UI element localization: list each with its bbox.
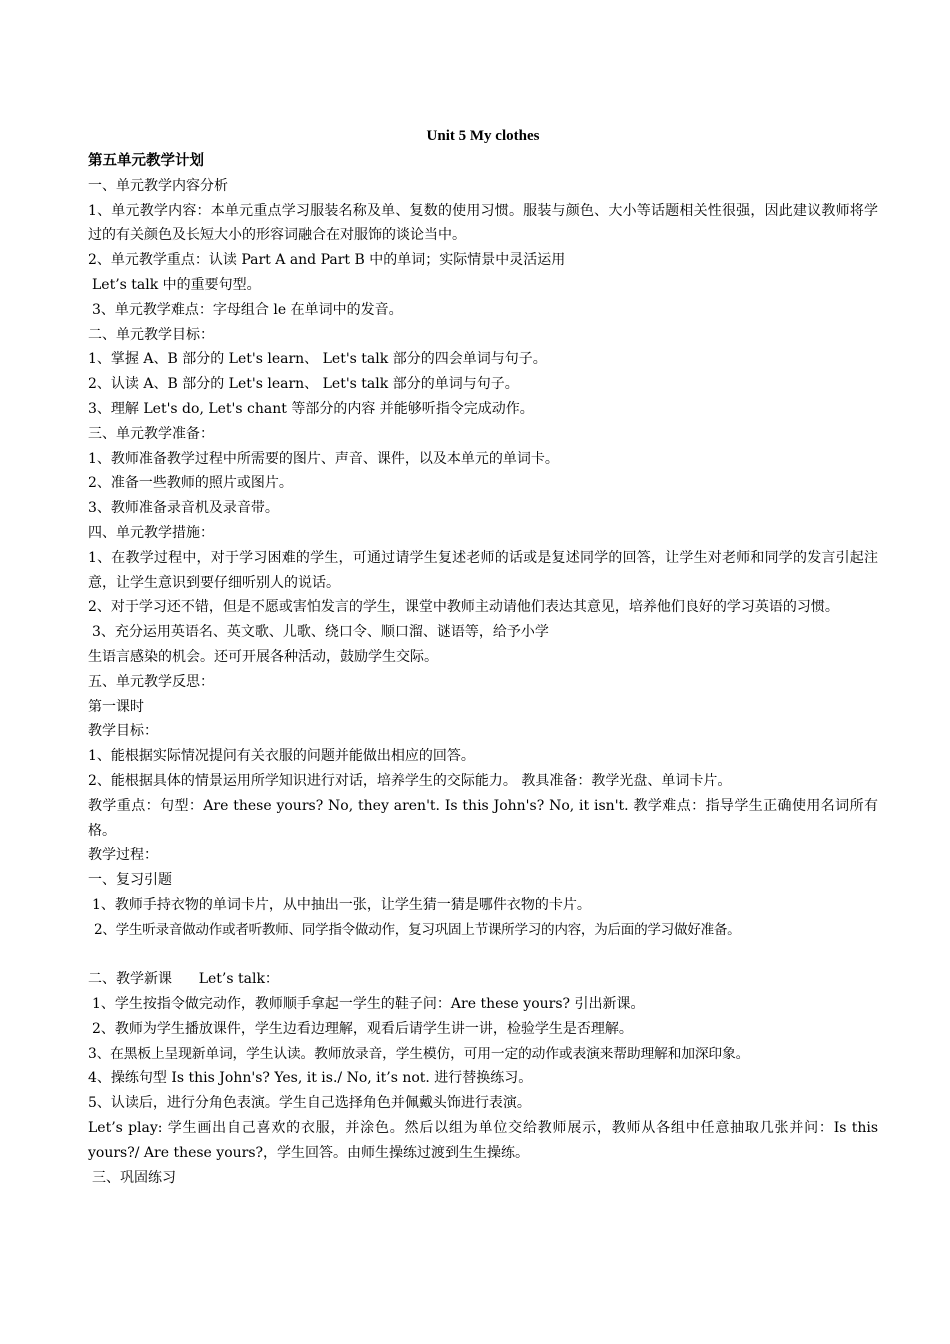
unit-plan-heading: 第五单元教学计划 [88, 152, 204, 169]
section-heading: 一、单元教学内容分析 [88, 177, 228, 194]
document-title: Unit 5 My clothes [426, 128, 540, 144]
section-heading: 三、单元教学准备： [88, 425, 214, 442]
paragraph: Let’s talk 中的重要句型。 [92, 276, 261, 293]
paragraph: 3、充分运用英语名、英文歌、儿歌、绕口令、顺口溜、谜语等，给予小学 [92, 624, 549, 641]
paragraph: 2、认读 A、B 部分的 Let's learn、 Let's talk 部分的单词与句子。 [88, 376, 519, 393]
paragraph: Let’s play: 学生画出自己喜欢的衣服，并涂色。然后以组为单位交给教师展示，教师从各组中任意抽取几张并问：Is this yours?/ Are these yours?，学生回答。由师生操练过渡到生生操练。 [88, 1120, 878, 1161]
paragraph: 2、学生听录音做动作或者听教师、同学指令做动作，复习巩固上节课所学习的内容，为后面的学习做好准备。 [94, 921, 741, 938]
section-heading: 三、巩固练习 [92, 1169, 176, 1186]
paragraph: 教学重点：句型：Are these yours? No, they aren't. Is this John's? No, it isn't. 教学难点：指导学生正确使用名词所有格。 [88, 797, 878, 839]
paragraph: 2、教师为学生播放课件，学生边看边理解，观看后请学生讲一讲，检验学生是否理解。 [92, 1020, 633, 1037]
paragraph: 1、学生按指令做完动作，教师顺手拿起一学生的鞋子问：Are these yours? 引出新课。 [92, 996, 645, 1013]
lesson-heading: 第一课时 [88, 698, 144, 715]
paragraph: 3、在黑板上呈现新单词，学生认读。教师放录音，学生模仿，可用一定的动作或表演来帮助理解和加深印象。 [88, 1045, 750, 1062]
section-heading: 五、单元教学反思： [88, 673, 214, 690]
paragraph: 1、教师手持衣物的单词卡片，从中抽出一张，让学生猜一猜是哪件衣物的卡片。 [92, 896, 591, 913]
section-heading: 一、复习引题 [88, 872, 172, 889]
paragraph: 1、掌握 A、B 部分的 Let's learn、 Let's talk 部分的四会单词与句子。 [88, 351, 547, 368]
section-heading: 教学过程： [88, 847, 158, 864]
section-heading: 教学目标： [88, 723, 158, 740]
paragraph: 2、能根据具体的情景运用所学知识进行对话，培养学生的交际能力。 教具准备：教学光盘、单词卡片。 [88, 772, 732, 789]
paragraph: 3、理解 Let's do, Let's chant 等部分的内容 并能够听指令完成动作。 [88, 400, 534, 417]
paragraph: 1、在教学过程中，对于学习困难的学生，可通过请学生复述老师的话或是复述同学的回答，让学生对老师和同学的发言引起注意，让学生意识到要仔细听别人的说话。 [88, 549, 878, 591]
paragraph: 2、准备一些教师的照片或图片。 [88, 475, 293, 492]
paragraph: 1、能根据实际情况提问有关衣服的问题并能做出相应的回答。 [88, 748, 475, 765]
paragraph: 1、单元教学内容：本单元重点学习服装名称及单、复数的使用习惯。服装与颜色、大小等话题相关性很强，因此建议教师将学过的有关颜色及长短大小的形容词融合在对服饰的谈论当中。 [88, 202, 878, 244]
blank-line [88, 943, 878, 968]
paragraph: 生语言感染的机会。还可开展各种活动，鼓励学生交际。 [88, 648, 438, 665]
paragraph: 1、教师准备教学过程中所需要的图片、声音、课件，以及本单元的单词卡。 [88, 450, 559, 467]
section-heading: 二、教学新课 Let’s talk： [88, 971, 279, 988]
paragraph: 4、操练句型 Is this John's? Yes, it is./ No, it’s not. 进行替换练习。 [88, 1070, 533, 1087]
paragraph: 5、认读后，进行分角色表演。学生自己选择角色并佩戴头饰进行表演。 [88, 1095, 531, 1112]
section-heading: 二、单元教学目标： [88, 326, 214, 343]
paragraph: 2、单元教学重点：认读 Part A and Part B 中的单词；实际情景中灵活运用 [88, 252, 566, 269]
paragraph: 3、单元教学难点：字母组合 le 在单词中的发音。 [92, 301, 403, 318]
paragraph: 2、对于学习还不错，但是不愿或害怕发言的学生，课堂中教师主动请他们表达其意见，培养他们良好的学习英语的习惯。 [88, 599, 839, 616]
section-heading: 四、单元教学措施： [88, 524, 214, 541]
paragraph: 3、教师准备录音机及录音带。 [88, 500, 279, 517]
document-body [88, 124, 878, 1190]
